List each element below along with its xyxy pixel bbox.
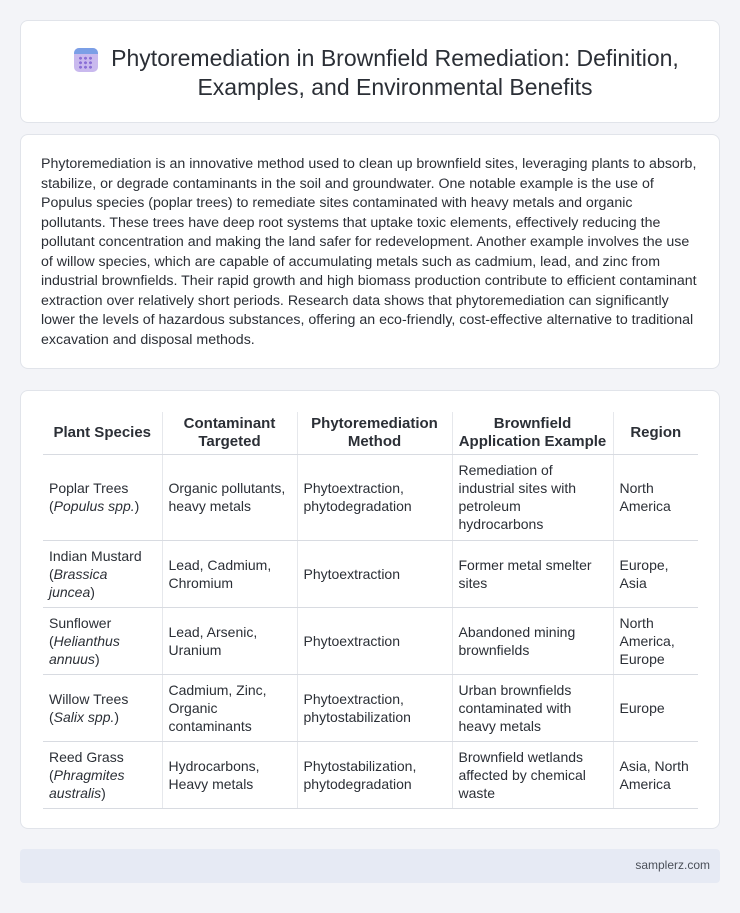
page-title: Phytoremediation in Brownfield Remediation: Definition, Examples, and Environmental Benefits <box>111 45 679 100</box>
application-cell: Remediation of industrial sites with petroleum hydrocarbons <box>452 454 613 540</box>
footer-bar <box>20 849 720 883</box>
method-cell: Phytoextraction <box>297 607 452 674</box>
region-cell: Asia, North America <box>613 741 698 808</box>
region-cell: Europe <box>613 674 698 741</box>
method-cell: Phytoextraction, phytostabilization <box>297 674 452 741</box>
plant-species-cell: Poplar Trees (Populus spp.) <box>43 454 162 540</box>
table-row <box>43 741 698 808</box>
plant-species-cell: Sunflower (Helianthus annuus) <box>43 607 162 674</box>
column-header-region: Region <box>613 412 698 454</box>
contaminant-cell: Cadmium, Zinc, Organic contaminants <box>162 674 297 741</box>
column-header-application: Brownfield Application Example <box>452 412 613 454</box>
method-cell: Phytoextraction, phytodegradation <box>297 454 452 540</box>
method-cell: Phytostabilization, phytodegradation <box>297 741 452 808</box>
plant-species-cell: Reed Grass (Phragmites australis) <box>43 741 162 808</box>
plant-species-cell: Indian Mustard (Brassica juncea) <box>43 540 162 607</box>
application-cell: Urban brownfields contaminated with heavy metals <box>452 674 613 741</box>
column-header-contaminant: Contaminant Targeted <box>162 412 297 454</box>
table-card <box>20 390 720 829</box>
intro-card <box>20 134 720 369</box>
intro-paragraph: Phytoremediation is an innovative method used to clean up brownfield sites, leveraging plants to absorb, stabilize, or degrade contaminants in the soil and groundwater. One notable example is the use of Populus species (poplar trees) to remediate sites contaminated with heavy metals and organic pollutants. These trees have deep root systems that uptake toxic elements, effectively reducing the pollutant concentration and making the land safer for redevelopment. Another example involves the use of willow species, which are capable of accumulating metals such as cadmium, lead, and zinc from industrial brownfields. Their rapid growth and high biomass production contribute to efficient contaminant extraction over relatively short periods. Research data shows that phytoremediation can significantly lower the levels of hazardous substances, offering an eco-friendly, cost-effective alternative to traditional excavation and disposal methods. <box>41 156 697 348</box>
region-cell: North America <box>613 454 698 540</box>
column-header-plant-species: Plant Species <box>43 412 162 454</box>
table-header-row <box>43 412 698 454</box>
table-row <box>43 454 698 540</box>
method-cell: Phytoextraction <box>297 540 452 607</box>
footer-site-link[interactable]: samplerz.com <box>635 858 710 872</box>
table-row <box>43 540 698 607</box>
contaminant-cell: Organic pollutants, heavy metals <box>162 454 297 540</box>
column-header-method: Phytoremediation Method <box>297 412 452 454</box>
application-cell: Brownfield wetlands affected by chemical waste <box>452 741 613 808</box>
title-card <box>20 20 720 123</box>
contaminant-cell: Hydrocarbons, Heavy metals <box>162 741 297 808</box>
contaminant-cell: Lead, Cadmium, Chromium <box>162 540 297 607</box>
phytoremediation-table <box>43 412 698 809</box>
contaminant-cell: Lead, Arsenic, Uranium <box>162 607 297 674</box>
application-cell: Abandoned mining brownfields <box>452 607 613 674</box>
table-row <box>43 674 698 741</box>
region-cell: Europe, Asia <box>613 540 698 607</box>
table-row <box>43 607 698 674</box>
region-cell: North America, Europe <box>613 607 698 674</box>
plant-species-cell: Willow Trees (Salix spp.) <box>43 674 162 741</box>
application-cell: Former metal smelter sites <box>452 540 613 607</box>
